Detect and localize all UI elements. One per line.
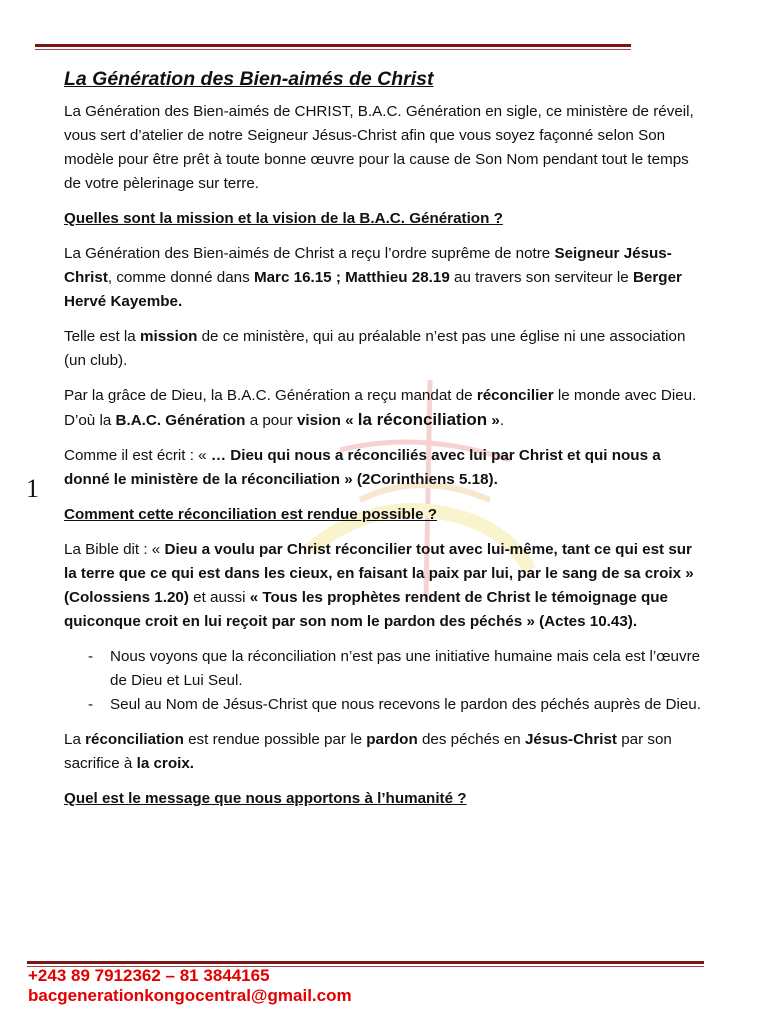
paragraph-scripture-corinthians: Comme il est écrit : « … Dieu qui nous a réconciliés avec lui par Christ et qui nous a donné le ministère de la réconciliation » (2Corinthiens 5.18). xyxy=(64,447,661,488)
footer-email: bacgenerationkongocentral@gmail.com xyxy=(28,986,352,1005)
intro-paragraph: La Génération des Bien-aimés de CHRIST, B.A.C. Génération en sigle, ce ministère de réveil, vous sert d’atelier de notre Seigneur Jésus-Christ afin que vous soyez façonné selon Son modèle pour être prêt à toute bonne œuvre pour la cause de Son Nom pendant tout le temps de votre pèlerinage sur terre. xyxy=(64,103,694,192)
heading-reconciliation: Comment cette réconciliation est rendue possible ? xyxy=(64,506,438,523)
heading-message: Quel est le message que nous apportons à l’humanité ? xyxy=(64,790,467,807)
paragraph-pardon: La réconciliation est rendue possible par le pardon des péchés en Jésus-Christ par son sacrifice à la croix. xyxy=(64,731,672,772)
document-body xyxy=(64,66,704,822)
page-number: 1 xyxy=(26,474,39,503)
bullet-list xyxy=(64,645,704,717)
footer-contact xyxy=(28,966,352,1006)
dash-bullet-icon: - xyxy=(88,696,94,713)
list-item: - Nous voyons que la réconciliation n’est pas une initiative humaine mais cela est l’œuvre de Dieu et Lui Seul. xyxy=(64,645,704,693)
dash-bullet-icon: - xyxy=(88,648,94,665)
heading-mission-vision: Quelles sont la mission et la vision de la B.A.C. Génération ? xyxy=(64,210,503,227)
paragraph-mission: Telle est la mission de ce ministère, qui au préalable n’est pas une église ni une association (un club). xyxy=(64,328,686,369)
header-rule xyxy=(35,44,631,50)
list-item: - Seul au Nom de Jésus-Christ que nous recevons le pardon des péchés auprès de Dieu. xyxy=(64,693,704,717)
footer-phone: +243 89 7912362 – 81 3844165 xyxy=(28,966,270,985)
page-title: La Génération des Bien-aimés de Christ xyxy=(64,68,434,90)
paragraph-vision: Par la grâce de Dieu, la B.A.C. Génération a reçu mandat de réconcilier le monde avec Dieu. D’où la B.A.C. Génération a pour vision « la réconciliation ». xyxy=(64,387,697,429)
paragraph-order: La Génération des Bien-aimés de Christ a reçu l’ordre suprême de notre Seigneur Jésus-Christ, comme donné dans Marc 16.15 ; Matthieu 28.19 au travers son serviteur le Berger Hervé Kayembe. xyxy=(64,245,682,310)
paragraph-bible-says: La Bible dit : « Dieu a voulu par Christ réconcilier tout avec lui-même, tant ce qui est sur la terre que ce qui est dans les cieux, en faisant la paix par lui, par le sang de sa croix » (Colossiens 1.20) et aussi « Tous les prophètes rendent de Christ le témoignage que quiconque croit en lui reçoit par son nom le pardon des péchés » (Actes 10.43). xyxy=(64,541,694,630)
